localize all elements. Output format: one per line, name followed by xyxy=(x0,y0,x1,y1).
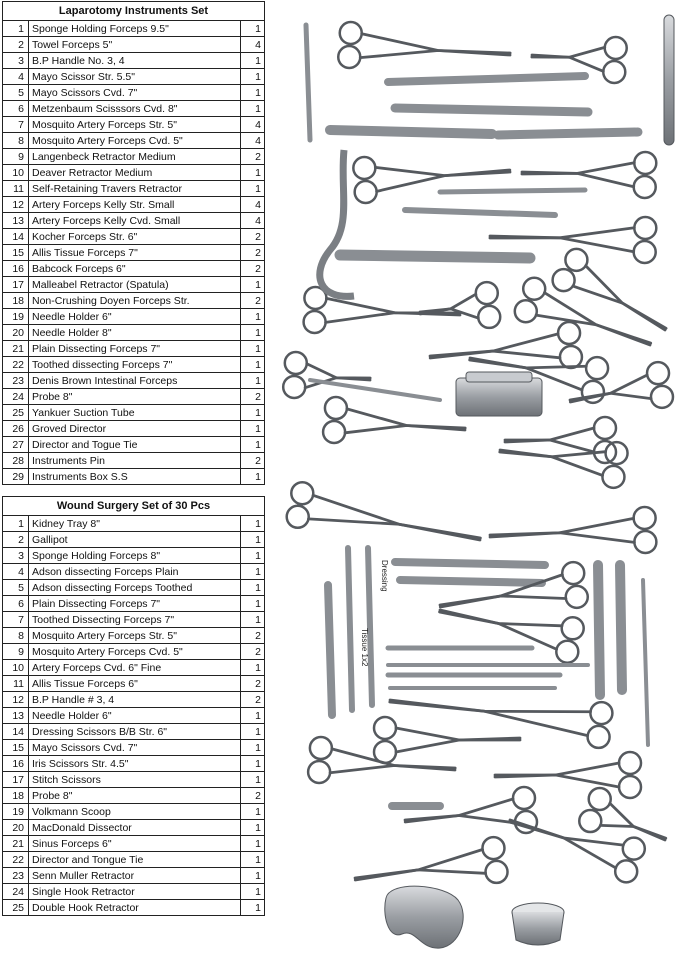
item-quantity: 1 xyxy=(241,85,265,101)
item-number: 27 xyxy=(3,437,29,453)
item-name: Mosquito Artery Forceps Cvd. 5" xyxy=(29,133,241,149)
item-name: Babcock Forceps 6" xyxy=(29,261,241,277)
table-row xyxy=(3,181,265,197)
item-number: 12 xyxy=(3,197,29,213)
item-number: 12 xyxy=(3,692,29,708)
table-row xyxy=(3,516,265,532)
item-name: MacDonald Dissector xyxy=(29,820,241,836)
item-name: Artery Forceps Cvd. 6" Fine xyxy=(29,660,241,676)
item-quantity: 2 xyxy=(241,628,265,644)
table-row xyxy=(3,357,265,373)
item-name: Artery Forceps Kelly Str. Small xyxy=(29,197,241,213)
item-name: Needle Holder 8" xyxy=(29,325,241,341)
item-quantity: 1 xyxy=(241,69,265,85)
allis-forceps-image xyxy=(515,278,651,345)
item-quantity: 1 xyxy=(241,357,265,373)
item-quantity: 1 xyxy=(241,820,265,836)
item-number: 3 xyxy=(3,548,29,564)
wound-table xyxy=(2,496,265,916)
item-name: Iris Scissors Str. 4.5" xyxy=(29,756,241,772)
table-row xyxy=(3,165,265,181)
item-name: Denis Brown Intestinal Forceps xyxy=(29,373,241,389)
table-row xyxy=(3,373,265,389)
item-name: Toothed Dissecting Forceps 7" xyxy=(29,612,241,628)
malleable-retractor-image xyxy=(664,15,674,145)
item-number: 17 xyxy=(3,772,29,788)
item-quantity: 1 xyxy=(241,804,265,820)
item-number: 2 xyxy=(3,532,29,548)
table-row xyxy=(3,341,265,357)
table-row xyxy=(3,85,265,101)
item-quantity: 2 xyxy=(241,676,265,692)
item-name: Needle Holder 6" xyxy=(29,708,241,724)
item-name: Plain Dissecting Forceps 7" xyxy=(29,341,241,357)
needle-holder-image xyxy=(420,282,500,328)
item-quantity: 1 xyxy=(241,740,265,756)
table-row xyxy=(3,277,265,293)
item-name: Mosquito Artery Forceps Cvd. 5" xyxy=(29,644,241,660)
item-number: 15 xyxy=(3,245,29,261)
item-number: 21 xyxy=(3,341,29,357)
table-row xyxy=(3,868,265,884)
item-number: 14 xyxy=(3,229,29,245)
item-number: 20 xyxy=(3,325,29,341)
item-number: 25 xyxy=(3,900,29,916)
table-row xyxy=(3,389,265,405)
single-hook-retractor-image xyxy=(643,580,648,745)
scalpel-handle-image xyxy=(395,108,588,112)
artery-forceps-image xyxy=(355,837,508,883)
item-name: Instruments Pin xyxy=(29,453,241,469)
table-row xyxy=(3,149,265,165)
item-number: 13 xyxy=(3,708,29,724)
item-name: Mayo Scissors Cvd. 7" xyxy=(29,85,241,101)
item-name: Gallipot xyxy=(29,532,241,548)
item-number: 11 xyxy=(3,676,29,692)
item-number: 20 xyxy=(3,820,29,836)
table-row xyxy=(3,548,265,564)
item-number: 13 xyxy=(3,213,29,229)
item-number: 28 xyxy=(3,453,29,469)
item-number: 6 xyxy=(3,101,29,117)
adson-forceps-image xyxy=(598,565,600,695)
gallipot-image xyxy=(512,903,564,945)
artery-forceps-image xyxy=(353,157,510,203)
item-name: Allis Tissue Forceps 6" xyxy=(29,676,241,692)
table-row xyxy=(3,21,265,37)
item-quantity: 1 xyxy=(241,564,265,580)
table-row xyxy=(3,101,265,117)
table-row xyxy=(3,133,265,149)
item-number: 5 xyxy=(3,580,29,596)
item-number: 14 xyxy=(3,724,29,740)
table-row xyxy=(3,644,265,660)
item-number: 19 xyxy=(3,309,29,325)
item-quantity: 1 xyxy=(241,165,265,181)
item-number: 6 xyxy=(3,596,29,612)
item-name: Towel Forceps 5" xyxy=(29,37,241,53)
item-number: 11 xyxy=(3,181,29,197)
item-name: Director and Tongue Tie xyxy=(29,852,241,868)
item-name: Yankuer Suction Tube xyxy=(29,405,241,421)
item-number: 1 xyxy=(3,21,29,37)
item-quantity: 1 xyxy=(241,277,265,293)
artery-forceps-image xyxy=(490,507,656,553)
item-number: 10 xyxy=(3,165,29,181)
table-row xyxy=(3,724,265,740)
langenbeck-retractor-image xyxy=(340,255,530,258)
item-name: Plain Dissecting Forceps 7" xyxy=(29,596,241,612)
item-number: 23 xyxy=(3,868,29,884)
table-row xyxy=(3,596,265,612)
item-name: Groved Director xyxy=(29,421,241,437)
item-quantity: 4 xyxy=(241,117,265,133)
item-quantity: 2 xyxy=(241,229,265,245)
probe-image xyxy=(440,190,585,192)
senn-muller-retractor-image xyxy=(328,585,332,715)
wound-title: Wound Surgery Set of 30 Pcs xyxy=(3,497,265,516)
item-number: 2 xyxy=(3,37,29,53)
item-quantity: 1 xyxy=(241,532,265,548)
item-name: Langenbeck Retractor Medium xyxy=(29,149,241,165)
item-name: Sponge Holding Forceps 9.5" xyxy=(29,21,241,37)
tissue-label: Tissue 1x2 xyxy=(360,628,369,667)
scalpel-handle-image xyxy=(395,562,545,565)
item-number: 24 xyxy=(3,389,29,405)
item-quantity: 1 xyxy=(241,548,265,564)
item-quantity: 1 xyxy=(241,900,265,916)
item-number: 7 xyxy=(3,117,29,133)
table-row xyxy=(3,229,265,245)
item-number: 4 xyxy=(3,69,29,85)
item-name: Kocher Forceps Str. 6" xyxy=(29,229,241,245)
item-name: Adson dissecting Forceps Toothed xyxy=(29,580,241,596)
item-quantity: 2 xyxy=(241,293,265,309)
item-quantity: 1 xyxy=(241,516,265,532)
table-row xyxy=(3,820,265,836)
deaver-retractor-image xyxy=(320,150,354,296)
item-quantity: 1 xyxy=(241,325,265,341)
item-quantity: 4 xyxy=(241,213,265,229)
kidney-tray-image xyxy=(385,886,463,948)
item-name: Dressing Scissors B/B Str. 6" xyxy=(29,724,241,740)
item-number: 25 xyxy=(3,405,29,421)
item-number: 9 xyxy=(3,149,29,165)
item-number: 5 xyxy=(3,85,29,101)
table-row xyxy=(3,405,265,421)
item-name: Mosquito Artery Forceps Str. 5" xyxy=(29,628,241,644)
item-quantity: 1 xyxy=(241,852,265,868)
item-number: 22 xyxy=(3,852,29,868)
travers-retractor-image xyxy=(310,380,440,400)
table-row xyxy=(3,612,265,628)
mosquito-forceps-image xyxy=(323,397,465,443)
table-row xyxy=(3,293,265,309)
item-quantity: 4 xyxy=(241,37,265,53)
dressing-forceps-image xyxy=(368,548,372,705)
table-row xyxy=(3,884,265,900)
table-row xyxy=(3,756,265,772)
item-quantity: 1 xyxy=(241,596,265,612)
item-name: Metzenbaum Scisssors Cvd. 8" xyxy=(29,101,241,117)
sponge-holding-forceps-image xyxy=(287,482,481,540)
table-row xyxy=(3,532,265,548)
scalpel-handle-image xyxy=(388,76,585,82)
item-number: 4 xyxy=(3,564,29,580)
table-row xyxy=(3,692,265,708)
item-quantity: 1 xyxy=(241,772,265,788)
director-image xyxy=(405,210,555,215)
table-row xyxy=(3,325,265,341)
mosquito-forceps-image xyxy=(509,820,644,882)
item-name: Deaver Retractor Medium xyxy=(29,165,241,181)
table-row xyxy=(3,708,265,724)
babcock-forceps-image xyxy=(430,322,582,368)
item-number: 23 xyxy=(3,373,29,389)
item-quantity: 1 xyxy=(241,612,265,628)
instrument-box-image xyxy=(456,372,542,416)
table-row xyxy=(3,261,265,277)
table-row xyxy=(3,197,265,213)
item-quantity: 1 xyxy=(241,469,265,485)
instruments-photo xyxy=(270,0,685,958)
table-row xyxy=(3,580,265,596)
item-quantity: 2 xyxy=(241,389,265,405)
item-name: B.P Handle No. 3, 4 xyxy=(29,53,241,69)
item-quantity: 1 xyxy=(241,884,265,900)
item-quantity: 1 xyxy=(241,756,265,772)
sponge-holding-forceps-image xyxy=(338,22,510,68)
table-row xyxy=(3,453,265,469)
item-name: Mayo Scissor Str. 5.5" xyxy=(29,69,241,85)
item-quantity: 1 xyxy=(241,708,265,724)
table-row xyxy=(3,772,265,788)
mosquito-forceps-image xyxy=(500,442,628,488)
table-row xyxy=(3,660,265,676)
item-number: 16 xyxy=(3,261,29,277)
item-quantity: 2 xyxy=(241,261,265,277)
item-quantity: 1 xyxy=(241,580,265,596)
item-number: 17 xyxy=(3,277,29,293)
item-name: Instruments Box S.S xyxy=(29,469,241,485)
item-number: 8 xyxy=(3,133,29,149)
item-name: Volkmann Scoop xyxy=(29,804,241,820)
item-name: Senn Muller Retractor xyxy=(29,868,241,884)
item-quantity: 2 xyxy=(241,245,265,261)
item-quantity: 4 xyxy=(241,133,265,149)
tissue-forceps-image xyxy=(348,548,352,710)
item-name: Adson dissecting Forceps Plain xyxy=(29,564,241,580)
item-quantity: 1 xyxy=(241,181,265,197)
item-name: Probe 8" xyxy=(29,389,241,405)
item-quantity: 1 xyxy=(241,101,265,117)
dissecting-forceps-image xyxy=(498,132,638,135)
table-row xyxy=(3,213,265,229)
item-name: Artery Forceps Kelly Cvd. Small xyxy=(29,213,241,229)
item-quantity: 2 xyxy=(241,453,265,469)
travers-retractor-image xyxy=(283,352,370,398)
dissecting-forceps-image xyxy=(330,130,492,134)
item-quantity: 1 xyxy=(241,309,265,325)
laparotomy-table xyxy=(2,1,265,485)
item-name: Mayo Scissors Cvd. 7" xyxy=(29,740,241,756)
item-quantity: 2 xyxy=(241,788,265,804)
item-number: 18 xyxy=(3,788,29,804)
item-number: 29 xyxy=(3,469,29,485)
item-number: 26 xyxy=(3,421,29,437)
item-quantity: 4 xyxy=(241,197,265,213)
item-number: 3 xyxy=(3,53,29,69)
item-quantity: 1 xyxy=(241,405,265,421)
laparotomy-title: Laparotomy Instruments Set xyxy=(3,2,265,21)
table-row xyxy=(3,740,265,756)
item-quantity: 1 xyxy=(241,437,265,453)
item-quantity: 1 xyxy=(241,868,265,884)
item-number: 7 xyxy=(3,612,29,628)
table-row xyxy=(3,804,265,820)
item-name: Non-Crushing Doyen Forceps Str. xyxy=(29,293,241,309)
scalpel-handle-image xyxy=(400,580,542,583)
item-quantity: 1 xyxy=(241,724,265,740)
dressing-scissors-image xyxy=(374,717,520,763)
item-number: 24 xyxy=(3,884,29,900)
item-name: Single Hook Retractor xyxy=(29,884,241,900)
table-row xyxy=(3,564,265,580)
item-name: Double Hook Retractor xyxy=(29,900,241,916)
adson-forceps-image xyxy=(620,565,622,690)
probe-image xyxy=(306,25,310,140)
table-row xyxy=(3,69,265,85)
table-row xyxy=(3,900,265,916)
table-row xyxy=(3,852,265,868)
item-number: 18 xyxy=(3,293,29,309)
item-number: 19 xyxy=(3,804,29,820)
item-quantity: 1 xyxy=(241,21,265,37)
item-name: Mosquito Artery Forceps Str. 5" xyxy=(29,117,241,133)
table-row xyxy=(3,437,265,453)
item-quantity: 2 xyxy=(241,149,265,165)
item-name: Stitch Scissors xyxy=(29,772,241,788)
item-name: B.P Handle # 3, 4 xyxy=(29,692,241,708)
item-quantity: 2 xyxy=(241,692,265,708)
item-name: Probe 8" xyxy=(29,788,241,804)
item-quantity: 1 xyxy=(241,53,265,69)
item-number: 9 xyxy=(3,644,29,660)
item-number: 21 xyxy=(3,836,29,852)
table-row xyxy=(3,628,265,644)
item-number: 10 xyxy=(3,660,29,676)
item-quantity: 1 xyxy=(241,836,265,852)
item-name: Sinus Forceps 6" xyxy=(29,836,241,852)
item-name: Needle Holder 6" xyxy=(29,309,241,325)
item-quantity: 1 xyxy=(241,373,265,389)
table-row xyxy=(3,53,265,69)
item-number: 1 xyxy=(3,516,29,532)
item-name: Malleabel Retractor (Spatula) xyxy=(29,277,241,293)
item-name: Toothed dissecting Forceps 7" xyxy=(29,357,241,373)
table-row xyxy=(3,309,265,325)
table-row xyxy=(3,245,265,261)
dressing-label: Dressing xyxy=(380,560,389,592)
table-row xyxy=(3,117,265,133)
item-number: 8 xyxy=(3,628,29,644)
table-row xyxy=(3,676,265,692)
table-row xyxy=(3,469,265,485)
item-name: Sponge Holding Forceps 8" xyxy=(29,548,241,564)
item-quantity: 1 xyxy=(241,341,265,357)
table-row xyxy=(3,421,265,437)
item-name: Kidney Tray 8" xyxy=(29,516,241,532)
table-row xyxy=(3,37,265,53)
item-name: Allis Tissue Forceps 7" xyxy=(29,245,241,261)
item-number: 16 xyxy=(3,756,29,772)
item-quantity: 2 xyxy=(241,644,265,660)
table-row xyxy=(3,836,265,852)
table-row xyxy=(3,788,265,804)
item-number: 22 xyxy=(3,357,29,373)
needle-holder-image xyxy=(440,610,584,663)
item-name: Self-Retaining Travers Retractor xyxy=(29,181,241,197)
item-number: 15 xyxy=(3,740,29,756)
item-quantity: 1 xyxy=(241,660,265,676)
item-quantity: 1 xyxy=(241,421,265,437)
item-name: Director and Togue Tie xyxy=(29,437,241,453)
